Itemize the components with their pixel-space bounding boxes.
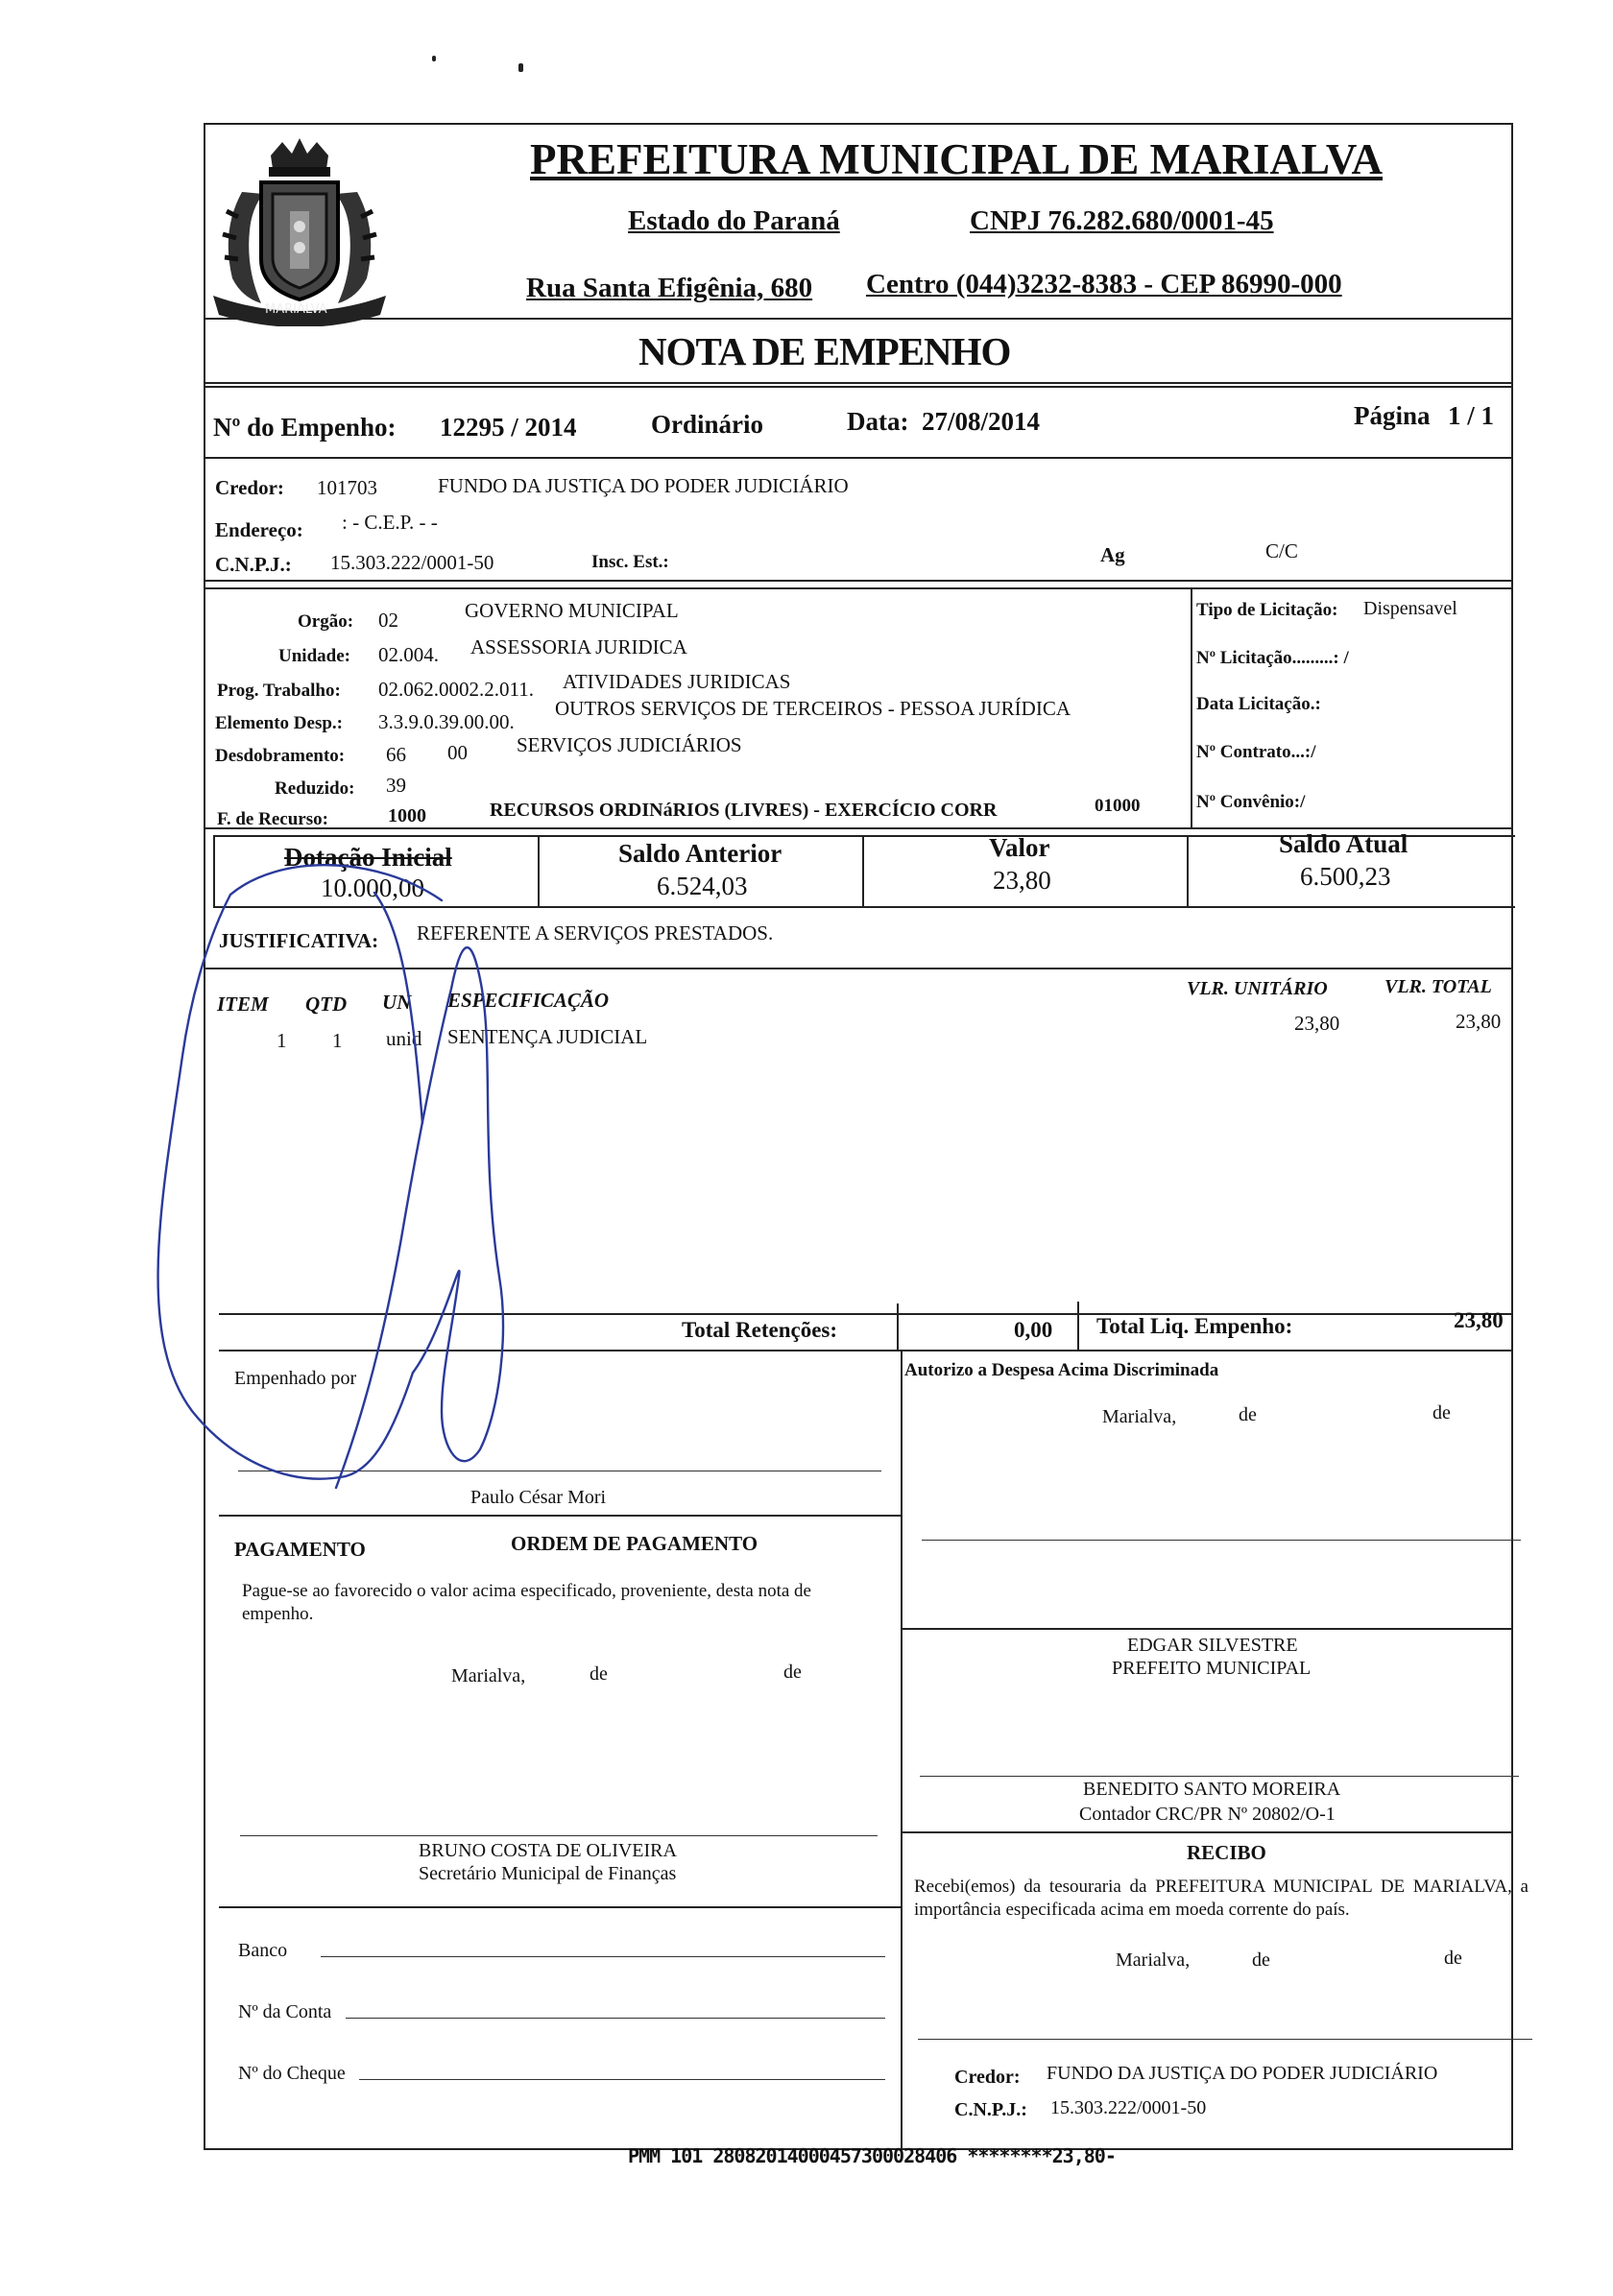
fonte-recurso-name: RECURSOS ORDINáRIOS (LIVRES) - EXERCÍCIO CORR: [490, 800, 998, 821]
numero-contrato-label: Nº Contrato...:/: [1196, 742, 1316, 762]
desdobramento-label: Desdobramento:: [215, 746, 346, 766]
banco-label: Banco: [238, 1940, 288, 1961]
item-number: 1: [277, 1029, 287, 1052]
credor-cnpj: 15.303.222/0001-50: [330, 551, 494, 574]
autorizo-de-2: de: [1432, 1402, 1451, 1423]
numero-convenio-label: Nº Convênio:/: [1196, 792, 1306, 812]
item-vlr-unitario: 23,80: [1294, 1012, 1340, 1035]
justificativa-label: JUSTIFICATIVA:: [219, 929, 379, 952]
conta-corrente-label: C/C: [1265, 539, 1298, 562]
scan-mark: [432, 56, 436, 61]
fonte-recurso-code: 1000: [388, 805, 426, 826]
page-number: 1 / 1: [1448, 401, 1495, 430]
prog-trabalho-name: ATIVIDADES JURIDICAS: [563, 670, 791, 693]
empenho-number-label: Nº do Empenho:: [213, 413, 397, 442]
recibo-title: RECIBO: [1187, 1841, 1266, 1864]
recibo-de-1: de: [1252, 1949, 1270, 1971]
fonte-recurso-label: F. de Recurso:: [217, 809, 328, 829]
justificativa-text: REFERENTE A SERVIÇOS PRESTADOS.: [417, 921, 774, 945]
conta-label: Nº da Conta: [238, 2001, 332, 2022]
pagamento-local: Marialva,: [451, 1665, 526, 1686]
items-header-vlr-unitario: VLR. UNITÁRIO: [1187, 978, 1328, 999]
document-title: NOTA DE EMPENHO: [638, 329, 1011, 373]
state-label: Estado do Paraná: [628, 205, 840, 236]
recibo-de-2: de: [1444, 1948, 1462, 1969]
elemento-despesa-name: OUTROS SERVIÇOS DE TERCEIROS - PESSOA JURÍDICA: [555, 697, 1071, 720]
cnpj-label: CNPJ 76.282.680/0001-45: [970, 205, 1274, 236]
item-vlr-total: 23,80: [1456, 1010, 1502, 1033]
agencia-label: Ag: [1100, 543, 1125, 566]
endereco-value: : - C.E.P. - -: [342, 511, 438, 534]
contador-title: Contador CRC/PR Nº 20802/O-1: [1079, 1804, 1336, 1825]
tipo-licitacao-label: Tipo de Licitação:: [1196, 600, 1338, 620]
insc-est-label: Insc. Est.:: [591, 552, 669, 572]
empenho-date: 27/08/2014: [922, 407, 1041, 436]
items-header-qtd: QTD: [305, 993, 348, 1016]
secretario-name: BRUNO COSTA DE OLIVEIRA: [419, 1840, 677, 1861]
endereco-label: Endereço:: [215, 518, 303, 541]
unidade-code: 02.004.: [378, 643, 439, 666]
items-header-un: UN: [382, 991, 412, 1014]
credor-label: Credor:: [215, 476, 284, 499]
scan-mark: [518, 63, 523, 72]
total-retencoes-label: Total Retenções:: [682, 1318, 838, 1342]
pagamento-de-2: de: [783, 1662, 802, 1683]
recibo-cnpj: 15.303.222/0001-50: [1050, 2097, 1207, 2118]
pague-se-text: Pague-se ao favorecido o valor acima especificado, proveniente, desta nota de empenho.: [242, 1581, 811, 1624]
data-licitacao-label: Data Licitação.:: [1196, 694, 1321, 714]
recibo-cnpj-label: C.N.P.J.:: [954, 2099, 1027, 2120]
orgao-code: 02: [378, 609, 398, 632]
dotacao-inicial-value: 10.000,00: [321, 873, 424, 902]
tipo-licitacao-value: Dispensavel: [1363, 598, 1457, 619]
fonte-recurso-number: 01000: [1095, 796, 1141, 816]
item-un: unid: [386, 1027, 422, 1050]
empenho-number: 12295 / 2014: [440, 413, 577, 442]
pagamento-de-1: de: [590, 1663, 608, 1685]
page-number-label: Página: [1354, 401, 1431, 430]
valor-value: 23,80: [993, 866, 1051, 895]
prefeito-name: EDGAR SILVESTRE: [1127, 1635, 1298, 1656]
empenhado-por-name: Paulo César Mori: [470, 1487, 607, 1508]
items-header-especificacao: ESPECIFICAÇÃO: [447, 989, 610, 1012]
recibo-local: Marialva,: [1116, 1949, 1191, 1971]
pagamento-label: PAGAMENTO: [234, 1538, 366, 1561]
crest-ribbon-text: MARIALVA: [265, 302, 327, 317]
recibo-text: Recebi(emos) da tesouraria da PREFEITURA MUNICIPAL DE MARIALVA, a importância especificada acima em moeda corrente do país.: [914, 1877, 1529, 1920]
address-label: Rua Santa Efigênia, 680: [526, 273, 813, 303]
total-liquido-label: Total Liq. Empenho:: [1096, 1314, 1293, 1338]
total-liquido-value: 23,80: [1454, 1308, 1504, 1332]
page-title: PREFEITURA MUNICIPAL DE MARIALVA: [530, 135, 1384, 183]
empenho-type: Ordinário: [651, 410, 764, 439]
credor-code: 101703: [317, 476, 377, 499]
dotacao-inicial-label: Dotação Inicial: [284, 843, 452, 872]
desdobramento-code: 66: [386, 743, 406, 766]
desdobramento-name: SERVIÇOS JUDICIÁRIOS: [517, 733, 742, 756]
autorizo-label: Autorizo a Despesa Acima Discriminada: [904, 1360, 1219, 1380]
recibo-credor-label: Credor:: [954, 2067, 1021, 2088]
total-retencoes-value: 0,00: [1014, 1318, 1053, 1342]
prog-trabalho-code: 02.062.0002.2.011.: [378, 678, 534, 701]
numero-licitacao-label: Nº Licitação.........: /: [1196, 648, 1349, 668]
unidade-name: ASSESSORIA JURIDICA: [470, 635, 687, 658]
empenhado-por-label: Empenhado por: [234, 1368, 357, 1389]
item-qtd: 1: [332, 1029, 343, 1052]
contador-name: BENEDITO SANTO MOREIRA: [1083, 1779, 1341, 1800]
recibo-credor-name: FUNDO DA JUSTIÇA DO PODER JUDICIÁRIO: [1047, 2063, 1438, 2084]
item-especificacao: SENTENÇA JUDICIAL: [447, 1025, 648, 1048]
saldo-atual-value: 6.500,23: [1300, 862, 1391, 891]
elemento-despesa-code: 3.3.9.0.39.00.00.: [378, 710, 515, 733]
reduzido-label: Reduzido:: [275, 778, 355, 799]
elemento-despesa-label: Elemento Desp.:: [215, 713, 343, 733]
orgao-label: Orgão:: [298, 611, 354, 632]
saldo-anterior-value: 6.524,03: [657, 872, 748, 900]
ordem-pagamento-label: ORDEM DE PAGAMENTO: [511, 1532, 758, 1555]
credor-cnpj-label: C.N.P.J.:: [215, 553, 292, 576]
municipal-crest-logo: [204, 134, 396, 326]
secretario-title: Secretário Municipal de Finanças: [419, 1863, 677, 1884]
autorizo-de-1: de: [1239, 1404, 1257, 1425]
prefeito-title: PREFEITO MUNICIPAL: [1112, 1658, 1312, 1679]
items-header-item: ITEM: [217, 993, 269, 1016]
orgao-name: GOVERNO MUNICIPAL: [465, 599, 679, 622]
prog-trabalho-label: Prog. Trabalho:: [217, 681, 341, 701]
empenho-date-label: Data:: [847, 407, 909, 436]
footer-code: PMM 101 28082014000457300028406 ********23,80-: [628, 2144, 1116, 2167]
saldo-atual-label: Saldo Atual: [1279, 829, 1408, 858]
unidade-label: Unidade:: [278, 646, 350, 666]
cheque-label: Nº do Cheque: [238, 2063, 346, 2084]
saldo-anterior-label: Saldo Anterior: [618, 839, 782, 868]
desdobramento-sub: 00: [447, 741, 468, 764]
contact-label: Centro (044)3232-8383 - CEP 86990-000: [866, 269, 1342, 299]
reduzido-value: 39: [386, 774, 406, 797]
autorizo-local: Marialva,: [1102, 1406, 1177, 1427]
credor-name: FUNDO DA JUSTIÇA DO PODER JUDICIÁRIO: [438, 474, 849, 497]
valor-label: Valor: [989, 833, 1050, 862]
items-header-vlr-total: VLR. TOTAL: [1384, 976, 1492, 997]
